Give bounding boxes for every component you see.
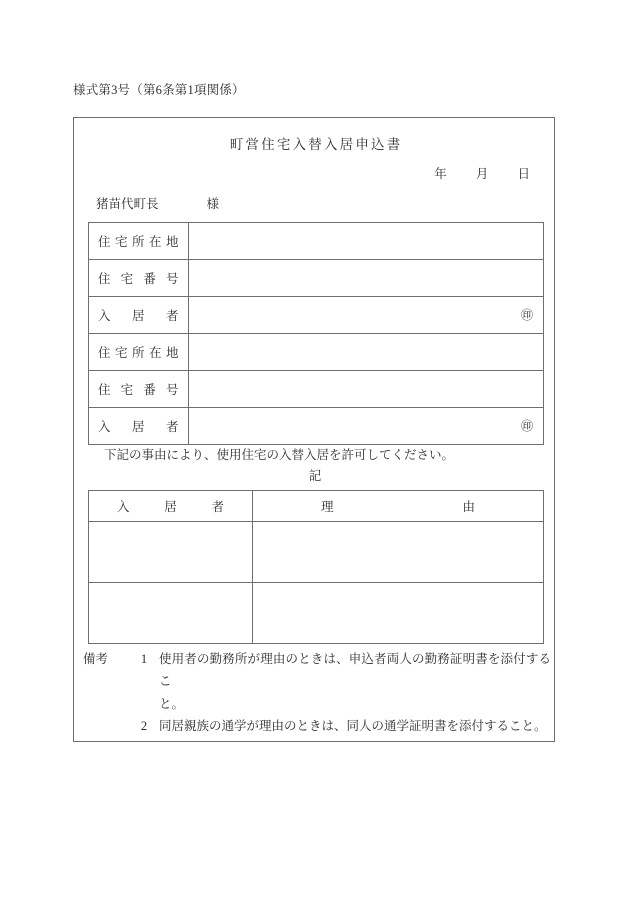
- table-row: [89, 334, 544, 371]
- row-value-cell[interactable]: [189, 260, 544, 297]
- addressee-name: 猪苗代町長: [96, 197, 159, 211]
- column-header-resident: [89, 491, 253, 522]
- table-row: [89, 583, 544, 644]
- row-label-cell: [89, 334, 189, 371]
- reason-table: [88, 490, 544, 644]
- remarks-continuation: と。: [159, 696, 185, 711]
- row-label-cell: [89, 223, 189, 260]
- remarks-label: 備考: [83, 652, 109, 666]
- row-value-cell[interactable]: [189, 334, 544, 371]
- seal-icon: ㊞: [520, 419, 533, 433]
- seal-icon: ㊞: [520, 308, 533, 322]
- table-row: [89, 223, 544, 260]
- remarks-item: [83, 715, 551, 737]
- date-year-label: 年: [434, 167, 447, 181]
- addressee: [96, 194, 219, 212]
- row-label: 住宅所在地: [98, 235, 179, 249]
- row-label: 住宅番号: [98, 272, 179, 286]
- row-label-cell: [89, 408, 189, 445]
- addressee-honorific: 様: [206, 197, 220, 211]
- date-line: [434, 164, 530, 182]
- row-value-cell[interactable]: [189, 371, 544, 408]
- date-day-label: 日: [517, 167, 530, 181]
- request-sentence: 下記の事由により、使用住宅の入替入居を許可してください。: [104, 448, 455, 462]
- reason-cell[interactable]: [253, 522, 544, 583]
- ki-marker: 記: [308, 469, 322, 483]
- table-row: [89, 371, 544, 408]
- column-header-label: 理由: [321, 500, 475, 514]
- resident-cell[interactable]: [89, 522, 253, 583]
- remarks-section: [83, 648, 551, 737]
- row-label: 住宅所在地: [98, 346, 179, 360]
- table-row: [89, 297, 544, 334]
- table-row: [89, 408, 544, 445]
- remarks-item: [83, 648, 551, 693]
- remarks-number: 1: [140, 652, 148, 666]
- row-value-cell[interactable]: [189, 408, 544, 445]
- row-label-cell: [89, 260, 189, 297]
- resident-cell[interactable]: [89, 583, 253, 644]
- dwelling-info-table: [88, 222, 544, 445]
- form-frame: [73, 117, 555, 742]
- row-value-cell[interactable]: [189, 297, 544, 334]
- table-row: [89, 522, 544, 583]
- column-header-reason: [253, 491, 544, 522]
- row-label: 入居者: [98, 309, 179, 323]
- remarks-text: 使用者の勤務所が理由のときは、申込者両人の勤務証明書を添付するこ: [159, 652, 551, 689]
- table-header-row: [89, 491, 544, 522]
- row-label: 入居者: [98, 420, 179, 434]
- form-number: 様式第3号（第6条第1項関係）: [73, 83, 245, 97]
- date-month-label: 月: [475, 167, 489, 181]
- table-row: [89, 260, 544, 297]
- remarks-text: 同居親族の通学が理由のときは、同人の通学証明書を添付すること。: [159, 718, 547, 733]
- remarks-number: 2: [140, 718, 148, 733]
- row-label-cell: [89, 297, 189, 334]
- row-label-cell: [89, 371, 189, 408]
- reason-cell[interactable]: [253, 583, 544, 644]
- column-header-label: 入居者: [117, 500, 224, 514]
- row-label: 住宅番号: [98, 383, 179, 397]
- page-title: 町営住宅入替入居申込書: [229, 137, 403, 152]
- row-value-cell[interactable]: [189, 223, 544, 260]
